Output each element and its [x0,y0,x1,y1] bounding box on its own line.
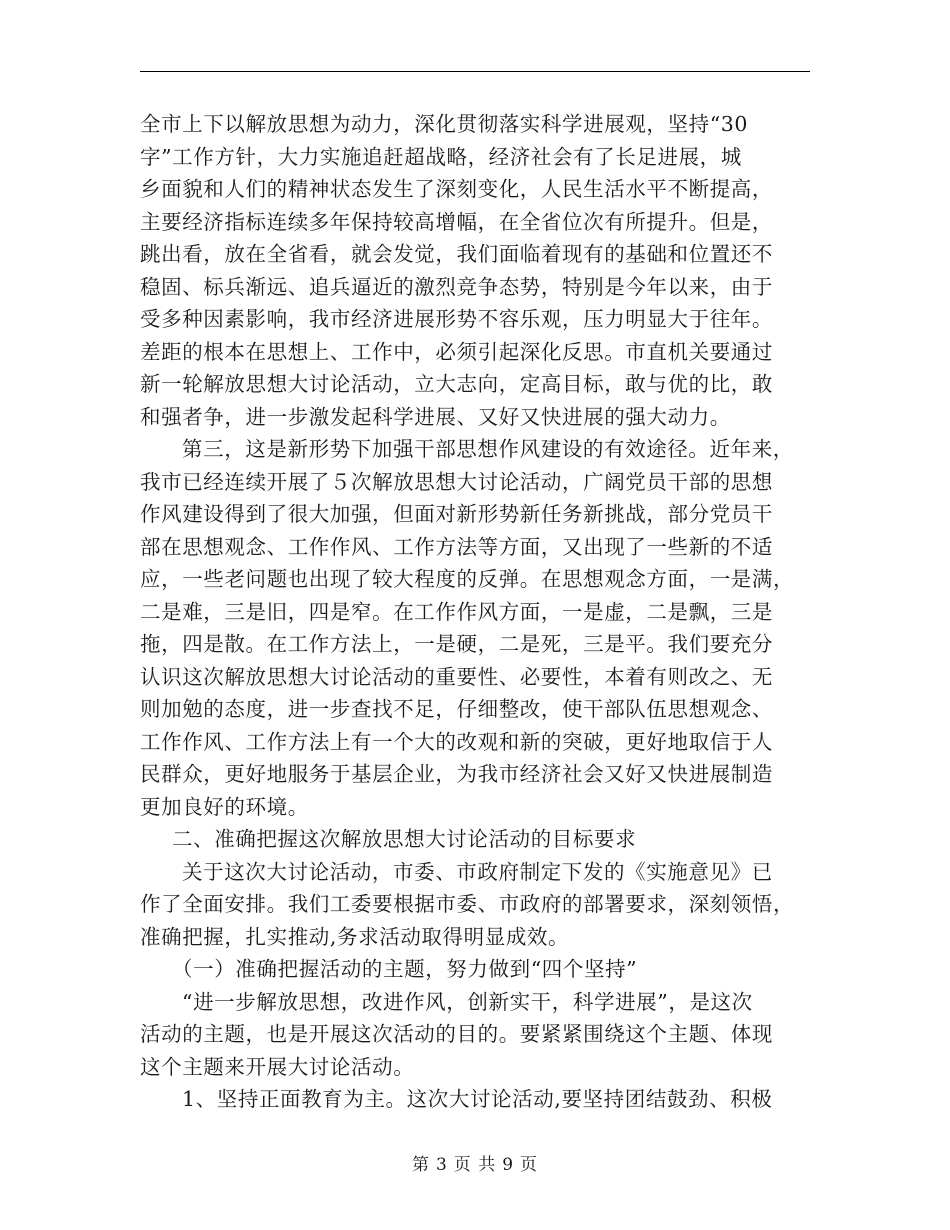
footer-middle: 页 共 [453,1155,497,1175]
body-line: 更加良好的环境。 [140,794,309,819]
paragraph-start-line: 1、坚持正面教育为主。这次大讨论活动,要坚持团结鼓劲、积极 [182,1087,773,1111]
footer-prefix: 第 [411,1155,430,1175]
body-line: 乡面貌和人们的精神状态发生了深刻变化，人民生活水平不断提高， [140,177,773,201]
body-line: 主要经济指标连续多年保持较高增幅，在全省位次有所提升。但是， [140,209,773,234]
body-line: 准确把握，扎实推动,务求活动取得明显成效。 [140,924,570,949]
document-body [140,108,810,1116]
page-footer [0,1150,950,1175]
body-line: 则加勉的态度，进一步查找不足，仔细整改，使干部队伍思想观念、 [140,697,773,721]
subsection-heading: （一）准确把握活动的主题，努力做到“四个坚持” [172,957,638,981]
body-line: 活动的主题，也是开展这次活动的目的。要紧紧围绕这个主题、体现 [140,1022,773,1046]
body-line: 应，一些老问题也出现了较大程度的反弹。在思想观念方面，一是满， [140,567,795,591]
body-line: 差距的根本在思想上、工作中，必须引起深化反思。市直机关要通过 [140,339,773,364]
body-line: 作风建设得到了很大加强，但面对新形势新任务新挑战，部分党员干 [140,502,773,526]
paragraph-start-line: 关于这次大讨论活动，市委、市政府制定下发的《实施意见》已 [182,859,773,884]
body-line: 这个主题来开展大讨论活动。 [140,1054,415,1079]
footer-suffix: 页 [520,1155,539,1175]
body-line: 工作作风、工作方法上有一个大的改观和新的突破，更好地取信于人 [140,729,773,754]
body-line: 新一轮解放思想大讨论活动，立大志向，定高目标，敢与优的比，敢 [140,372,773,396]
body-line: 和强者争，进一步激发起科学进展、又好又快进展的强大动力。 [140,404,731,429]
header-rule [140,71,810,72]
body-line: 跳出看，放在全省看，就会发觉，我们面临着现有的基础和位置还不 [140,242,773,266]
body-line: 稳固、标兵渐远、追兵逼近的激烈竞争态势，特别是今年以来，由于 [140,274,773,299]
body-line: 全市上下以解放思想为动力，深化贯彻落实科学进展观，坚持“30 [140,112,749,136]
body-line: 民群众，更好地服务于基层企业，为我市经济社会又好又快进展制造 [140,762,773,786]
body-line: 二是难，三是旧，四是窄。在工作作风方面，一是虚，二是飘，三是 [140,599,773,624]
body-line: 部在思想观念、工作作风、工作方法等方面，又出现了一些新的不适 [140,534,773,559]
paragraph-start-line: “进一步解放思想，改进作风，创新实干，科学进展”，是这次 [182,989,753,1014]
body-line: 认识这次解放思想大讨论活动的重要性、必要性，本着有则改之、无 [140,664,773,689]
paragraph-start-line: 第三，这是新形势下加强干部思想作风建设的有效途径。近年来， [182,437,794,461]
body-line: 拖，四是散。在工作方法上，一是硬，二是死，三是平。我们要充分 [140,632,773,656]
body-line: 字”工作方针，大力实施追赶超战略，经济社会有了长足进展，城 [140,144,742,169]
footer-total-pages: 9 [502,1155,515,1175]
body-line: 作了全面安排。我们工委要根据市委、市政府的部署要求，深刻领悟， [140,892,795,916]
body-line: 受多种因素影响，我市经济进展形势不容乐观，压力明显大于往年。 [140,307,773,331]
body-line: 我市已经连续开展了５次解放思想大讨论活动，广阔党员干部的思想 [140,469,773,494]
section-heading: 二、准确把握这次解放思想大讨论活动的目标要求 [172,827,637,851]
footer-page-number: 3 [435,1155,448,1175]
